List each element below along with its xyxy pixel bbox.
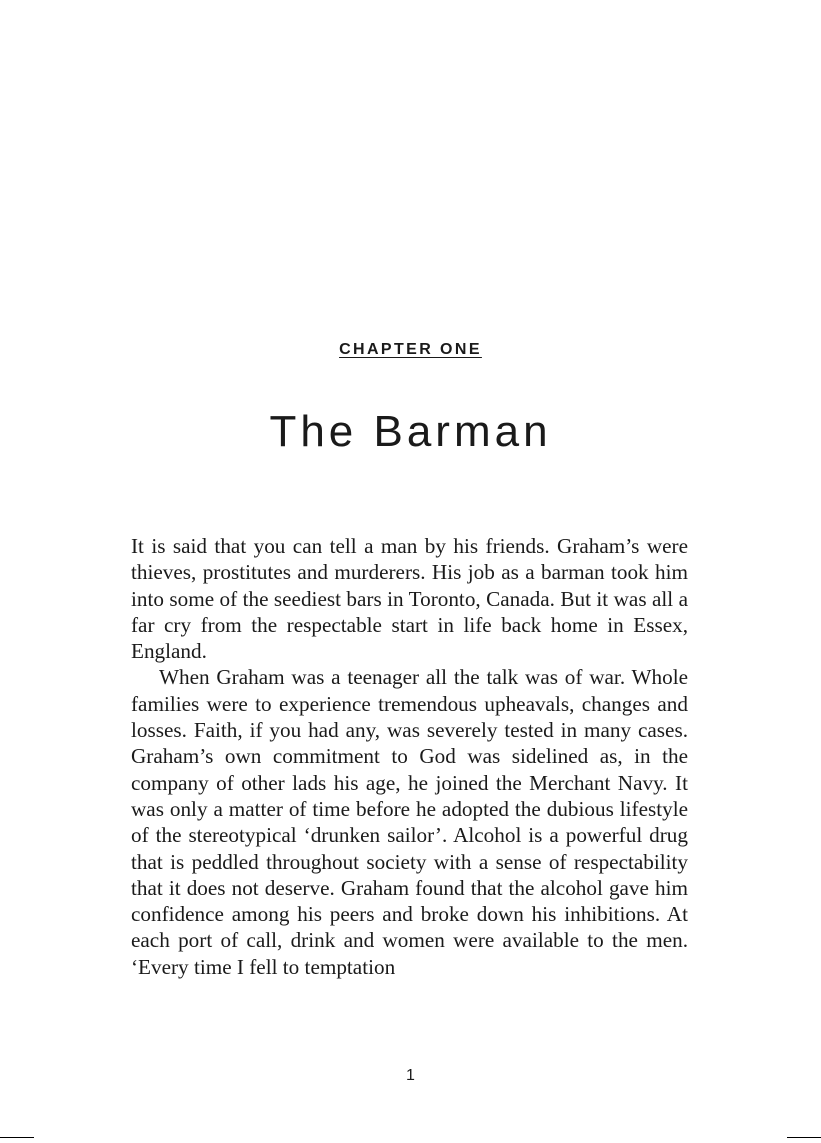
chapter-label-text: CHAPTER ONE bbox=[339, 341, 482, 358]
chapter-label bbox=[0, 341, 821, 359]
crop-mark-right bbox=[787, 1137, 821, 1138]
chapter-title: The Barman bbox=[269, 407, 552, 456]
paragraph: When Graham was a teenager all the talk was of war. Whole families were to experience tremendous upheavals, changes and losses. Faith, if you had any, was severely tested in many cases. Graham’s own commitment to God was sidelined as, in the company of other lads his age, he joined the Merchant Navy. It was only a matter of time before he adopted the dubious lifestyle of the stereotypical ‘drunken sailor’. Alcohol is a powerful drug that is peddled throughout society with a sense of respectability that it does not deserve. Graham found that the alcohol gave him confidence among his peers and broke down his inhibitions. At each port of call, drink and women were available to the men. ‘Every time I fell to temptation bbox=[131, 665, 688, 979]
body-text bbox=[131, 533, 688, 980]
page-number: 1 bbox=[406, 1067, 415, 1084]
crop-mark-left bbox=[0, 1137, 34, 1138]
paragraph: It is said that you can tell a man by his friends. Graham’s were thieves, prostitutes and murderers. His job as a barman took him into some of the seediest bars in Toronto, Canada. But it was all a far cry from the respectable start in life back home in Essex, England. bbox=[131, 534, 688, 664]
